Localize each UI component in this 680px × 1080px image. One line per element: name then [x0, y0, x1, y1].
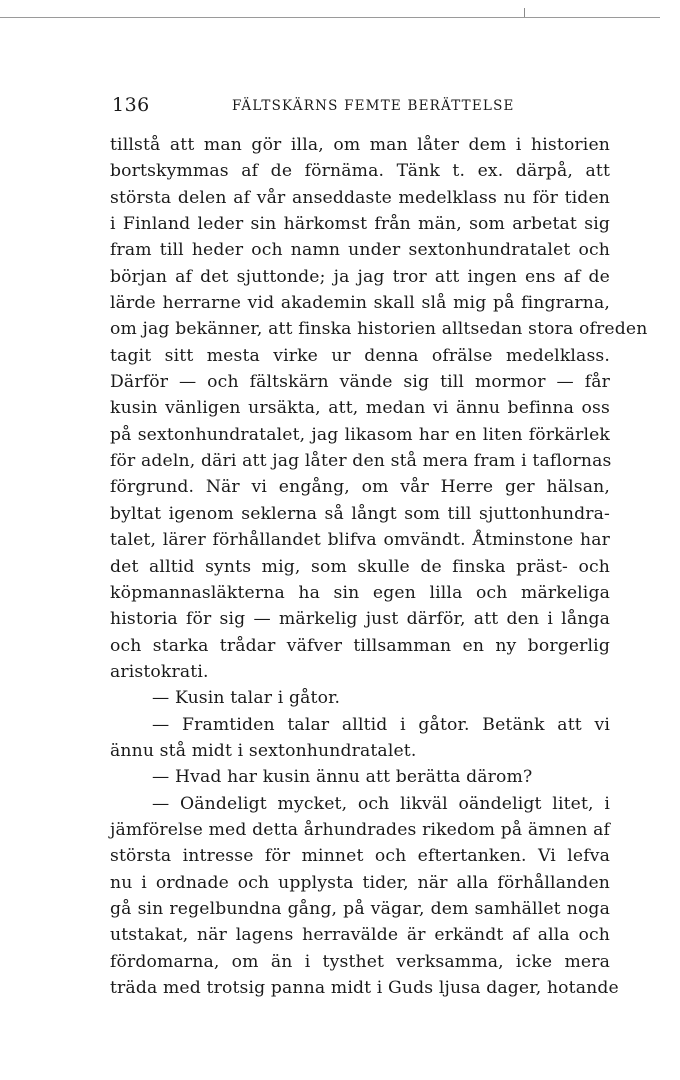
text-line: förgrund. När vi engång, om vår Herre ger hälsan, — [110, 477, 610, 498]
text-line: fördomarna, om än i tysthet verksamma, icke mera — [110, 951, 610, 972]
text-line: tagit sitt mesta virke ur denna ofrälse medelklass. — [110, 345, 610, 366]
scan-tick-mark — [524, 8, 525, 17]
text-line: gå sin regelbundna gång, på vägar, dem samhället noga — [110, 898, 610, 919]
text-line: talet, lärer förhållandet blifva omvändt. Åtminstone har — [110, 530, 610, 551]
dialogue-line: — Framtiden talar alltid i gåtor. Betänk att vi — [152, 714, 610, 735]
text-line: största intresse för minnet och eftertanken. Vi lefva — [110, 846, 610, 867]
dialogue-line: — Oändeligt mycket, och likväl oändeligt litet, i — [152, 793, 610, 814]
text-line: lärde herrarne vid akademin skall slå mig på fingrarna, — [110, 293, 610, 314]
text-line: ännu stå midt i sextonhundratalet. — [110, 740, 417, 761]
text-line: historia för sig — märkelig just därför, att den i långa — [110, 609, 610, 630]
text-line: början af det sjuttonde; ja jag tror att ingen ens af de — [110, 266, 610, 287]
page-header — [112, 92, 612, 118]
running-head: FÄLTSKÄRNS FEMTE BERÄTTELSE — [232, 98, 515, 114]
text-line: aristokrati. — [110, 661, 209, 682]
text-line: köpmannasläkterna ha sin egen lilla och märkeliga — [110, 582, 610, 603]
text-line: utstakat, när lagens herravälde är erkändt af alla och — [110, 925, 610, 946]
page-number: 136 — [112, 94, 150, 116]
text-line: för adeln, däri att jag låter den stå mera fram i taflornas — [110, 451, 612, 472]
text-line: och starka trådar väfver tillsamman en ny borgerlig — [110, 635, 610, 656]
text-line: nu i ordnade och upplysta tider, när alla förhållanden — [110, 872, 610, 893]
text-line: fram till heder och namn under sextonhundratalet och — [110, 240, 610, 261]
text-line: om jag bekänner, att finska historien alltsedan stora ofreden — [110, 319, 648, 340]
scan-top-rule — [0, 17, 660, 18]
dialogue-line: — Hvad har kusin ännu att berätta därom? — [152, 767, 533, 788]
text-line: tillstå att man gör illa, om man låter dem i historien — [110, 135, 610, 155]
body-text — [110, 132, 648, 1001]
text-line: på sextonhundratalet, jag likasom har en liten förkärlek — [110, 424, 610, 445]
text-line: största delen af vår anseddaste medelklass nu för tiden — [110, 187, 610, 208]
text-line: bortskymmas af de förnäma. Tänk t. ex. därpå, att — [110, 161, 610, 182]
text-line: kusin vänligen ursäkta, att, medan vi ännu befinna oss — [110, 398, 610, 419]
text-line: jämförelse med detta århundrades rikedom på ämnen af — [110, 819, 611, 840]
text-line: byltat igenom seklerna så långt som till sjuttonhundra- — [110, 503, 610, 524]
text-line: Därför — och fältskärn vände sig till mormor — får — [110, 372, 610, 393]
dialogue-line: — Kusin talar i gåtor. — [152, 688, 341, 709]
text-line: det alltid synts mig, som skulle de finska präst- och — [110, 556, 610, 577]
text-line: i Finland leder sin härkomst från män, som arbetat sig — [110, 214, 610, 235]
text-line: träda med trotsig panna midt i Guds ljusa dager, hotande — [110, 978, 619, 998]
